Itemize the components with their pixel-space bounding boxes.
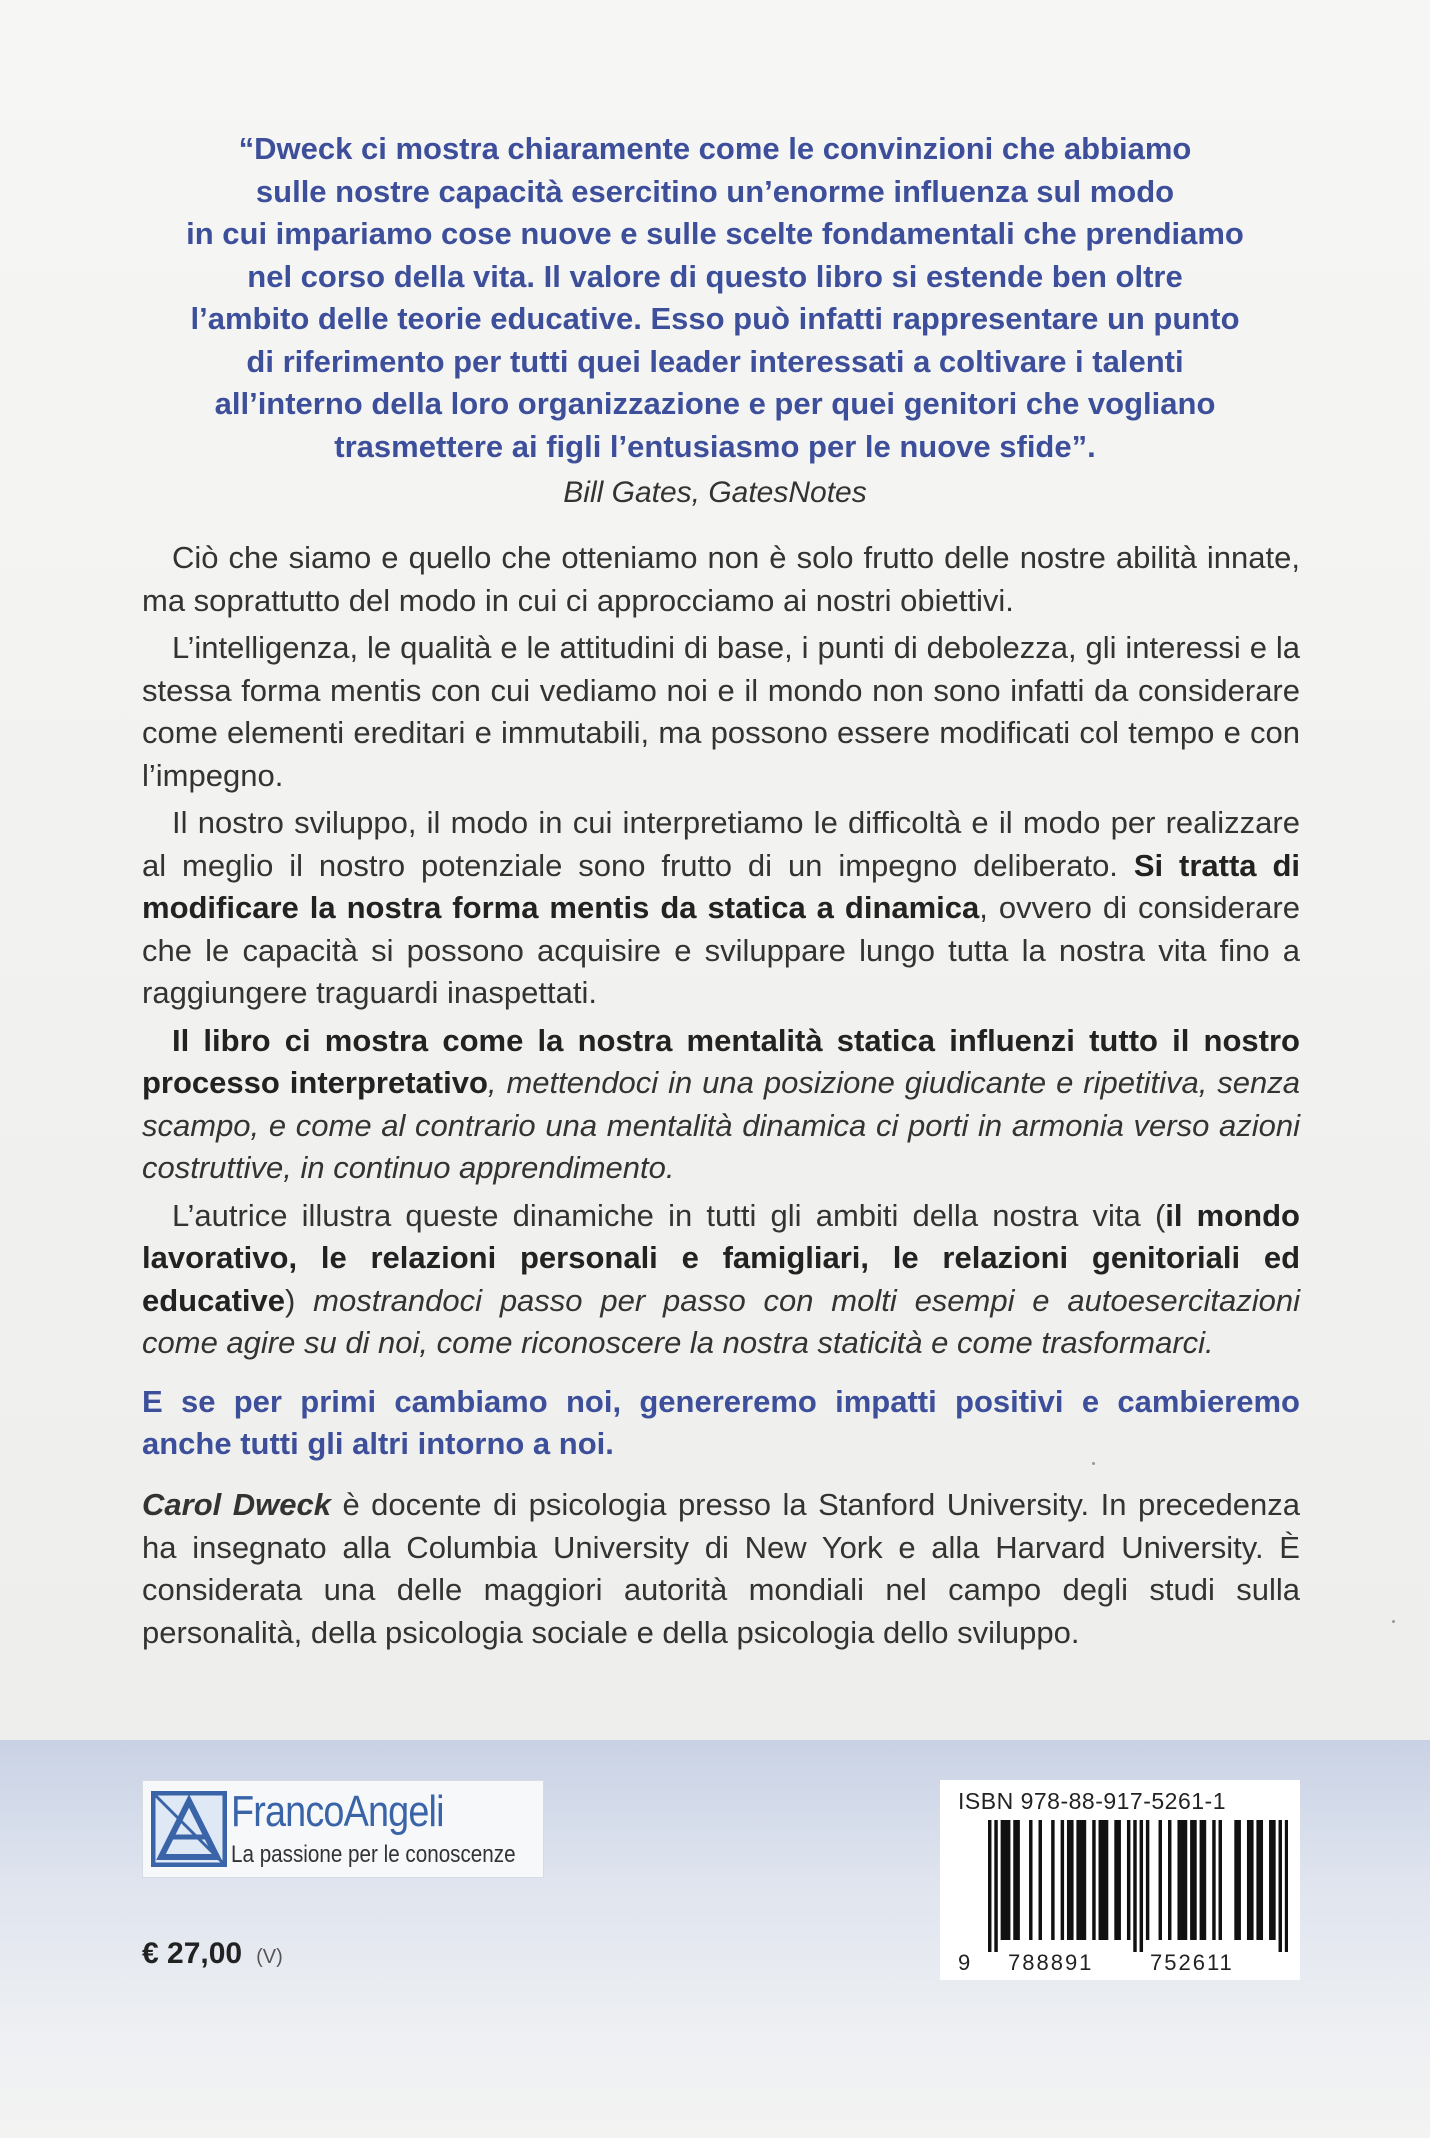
barcode-bar xyxy=(1212,1820,1215,1940)
barcode-bar xyxy=(1184,1820,1187,1940)
barcode-bar xyxy=(1260,1820,1263,1940)
author-bio-text: è docente di psicologia presso la Stanford University. In precedenza ha insegnato alla Columbia University di New York e alla Harvard University. È considerata una delle maggiori autorità mondiali nel campo degli studi sulla personalità, della psicologia sociale e della psicologia dello sviluppo. xyxy=(142,1487,1300,1650)
quote-line: in cui impariamo cose nuove e sulle scelte fondamentali che prendiamo xyxy=(186,216,1244,251)
barcode-bar xyxy=(1133,1820,1136,1952)
barcode-bar xyxy=(1256,1820,1259,1940)
barcode-bar xyxy=(1234,1820,1237,1940)
barcode-bar xyxy=(1083,1820,1086,1940)
barcode-bar xyxy=(1247,1820,1250,1940)
barcode-bar xyxy=(1016,1820,1019,1940)
barcode-bar xyxy=(1193,1820,1196,1940)
quote-line: trasmettere ai figli l’entusiasmo per le nuove sfide”. xyxy=(334,428,1096,464)
author-bio xyxy=(142,1484,1300,1654)
quote-line: di riferimento per tutti quei leader interessati a coltivare i talenti xyxy=(246,343,1184,379)
barcode-bar xyxy=(988,1820,991,1952)
barcode-bar xyxy=(1190,1820,1193,1940)
barcode-bar xyxy=(1117,1820,1120,1940)
barcode-bar xyxy=(1076,1820,1079,1940)
barcode-bar xyxy=(1114,1820,1117,1940)
quote-author: Bill Gates, GatesNotes xyxy=(563,476,867,509)
barcode-bar xyxy=(1285,1820,1288,1952)
barcode-bar xyxy=(1146,1820,1149,1940)
barcode-bar xyxy=(1039,1820,1042,1940)
barcode-digits-right: 752611 xyxy=(1150,1950,1234,1975)
barcode-bar xyxy=(1272,1820,1275,1940)
barcode-bar xyxy=(1029,1820,1032,1940)
publisher-logo xyxy=(142,1780,544,1878)
print-speck xyxy=(1392,1620,1395,1623)
blurb-paragraph-2: L’intelligenza, le qualità e le attitudini di base, i punti di debolezza, gli interessi e la stessa forma mentis con cui vediamo noi e il mondo non sono infatti da considerare come elementi ereditari e immutabili, ma possono essere modificati col tempo e con l’impegno. xyxy=(142,630,1300,793)
barcode-bar xyxy=(1051,1820,1054,1940)
barcode-bar xyxy=(1177,1820,1180,1940)
paragraph-text: , ovvero di considerare che le capacità si possono acquisire e sviluppare lungo tutta la nostra vita fino a raggiungere traguardi inaspettati. xyxy=(142,890,1300,1010)
barcode-bar xyxy=(1067,1820,1070,1940)
isbn-barcode xyxy=(940,1780,1300,1980)
paragraph-bold-text: Si tratta di modificare la nostra forma mentis da statica a dinamica xyxy=(142,847,1300,925)
barcode-bar xyxy=(1159,1820,1162,1940)
barcode-bar xyxy=(1061,1820,1064,1940)
author-name: Carol Dweck xyxy=(142,1487,331,1522)
barcode-bars xyxy=(988,1820,1288,1952)
paragraph-text: Il nostro sviluppo, il modo in cui interpretiamo le difficoltà e il modo per realizzare al meglio il nostro potenziale sono frutto di un impegno deliberato. xyxy=(142,805,1300,883)
barcode-bar xyxy=(1140,1820,1143,1952)
barcode-bar xyxy=(1250,1820,1253,1940)
price xyxy=(142,1937,283,1971)
francoangeli-logo-icon xyxy=(151,1791,227,1867)
author-bio-paragraph xyxy=(142,1484,1300,1654)
barcode-bar xyxy=(1080,1820,1083,1940)
barcode-digits-left: 788891 xyxy=(1008,1950,1094,1975)
barcode-bar xyxy=(994,1820,997,1952)
barcode-bar xyxy=(1168,1820,1171,1940)
isbn-label: ISBN 978-88-917-5261-1 xyxy=(958,1788,1226,1814)
barcode-bar xyxy=(1200,1820,1203,1940)
print-speck xyxy=(1092,1462,1095,1465)
barcode-bar xyxy=(1001,1820,1004,1940)
barcode-bar xyxy=(1007,1820,1010,1940)
barcode-bar xyxy=(1127,1820,1130,1940)
paragraph-bold-text: Il libro ci mostra come la nostra mentalità statica influenzi tutto il nostro processo interpretativo xyxy=(142,1022,1300,1100)
paragraph-bold-text: il mondo lavorativo, le relazioni personali e famigliari, le relazioni genitoriali ed educative xyxy=(142,1197,1300,1318)
blurb-body xyxy=(142,537,1300,1471)
barcode-bar xyxy=(1105,1820,1108,1940)
quote-line: l’ambito delle teorie educative. Esso può infatti rappresentare un punto xyxy=(190,301,1240,336)
endorsement-quote xyxy=(130,128,1300,468)
publisher-name: FrancoAngeli xyxy=(231,1787,444,1836)
barcode-bar xyxy=(1004,1820,1007,1940)
quote-line: sulle nostre capacità esercitino un’enorme influenza sul modo xyxy=(255,173,1175,209)
price-amount: € 27,00 xyxy=(142,1937,243,1970)
barcode-bar xyxy=(1279,1820,1282,1952)
blurb-paragraph-4 xyxy=(142,1020,1300,1190)
barcode-bar xyxy=(1070,1820,1073,1940)
paragraph-text: L’autrice illustra queste dinamiche in tutti gli ambiti della nostra vita ( xyxy=(172,1197,1166,1233)
barcode-bar xyxy=(1181,1820,1184,1940)
paragraph-italic-text: , mettendoci in una posizione giudicante e ripetitiva, senza scampo, e come al contrario una mentalità dinamica ci porti in armonia verso azioni costruttive, in continuo apprendimento. xyxy=(142,1065,1300,1185)
blurb-paragraph-5 xyxy=(142,1195,1300,1365)
barcode-bar xyxy=(1092,1820,1095,1940)
quote-line: “Dweck ci mostra chiaramente come le convinzioni che abbiamo xyxy=(238,131,1192,166)
quote-line: nel corso della vita. Il valore di questo libro si estende ben oltre xyxy=(247,258,1183,294)
barcode-bar xyxy=(1237,1820,1240,1940)
barcode-bar xyxy=(1203,1820,1206,1940)
paragraph-text: ) xyxy=(285,1282,314,1318)
quote-line: all’interno della loro organizzazione e per quei genitori che vogliano xyxy=(214,386,1216,421)
paragraph-italic-text: mostrandoci passo per passo con molti esempi e autoesercitazioni come agire su di noi, come riconoscere la nostra staticità e come trasformarci. xyxy=(142,1282,1300,1360)
barcode-bar xyxy=(1102,1820,1105,1940)
publisher-tagline: La passione per le conoscenze xyxy=(231,1841,516,1868)
barcode-first-digit: 9 xyxy=(958,1950,973,1975)
vat-mark: (V) xyxy=(256,1946,283,1968)
blurb-paragraph-3 xyxy=(142,802,1300,1015)
barcode-bar xyxy=(1013,1820,1016,1940)
blurb-paragraph-1: Ciò che siamo e quello che otteniamo non è solo frutto delle nostre abilità innate, ma soprattutto del modo in cui ci approcciamo ai nostri obiettivi. xyxy=(142,540,1300,618)
blurb-closing: E se per primi cambiamo noi, genereremo impatti positivi e cambieremo anche tutti gli altri intorno a noi. xyxy=(142,1383,1300,1461)
barcode-bar xyxy=(1269,1820,1272,1940)
barcode-bar xyxy=(1099,1820,1102,1940)
barcode-bar xyxy=(1219,1820,1222,1940)
